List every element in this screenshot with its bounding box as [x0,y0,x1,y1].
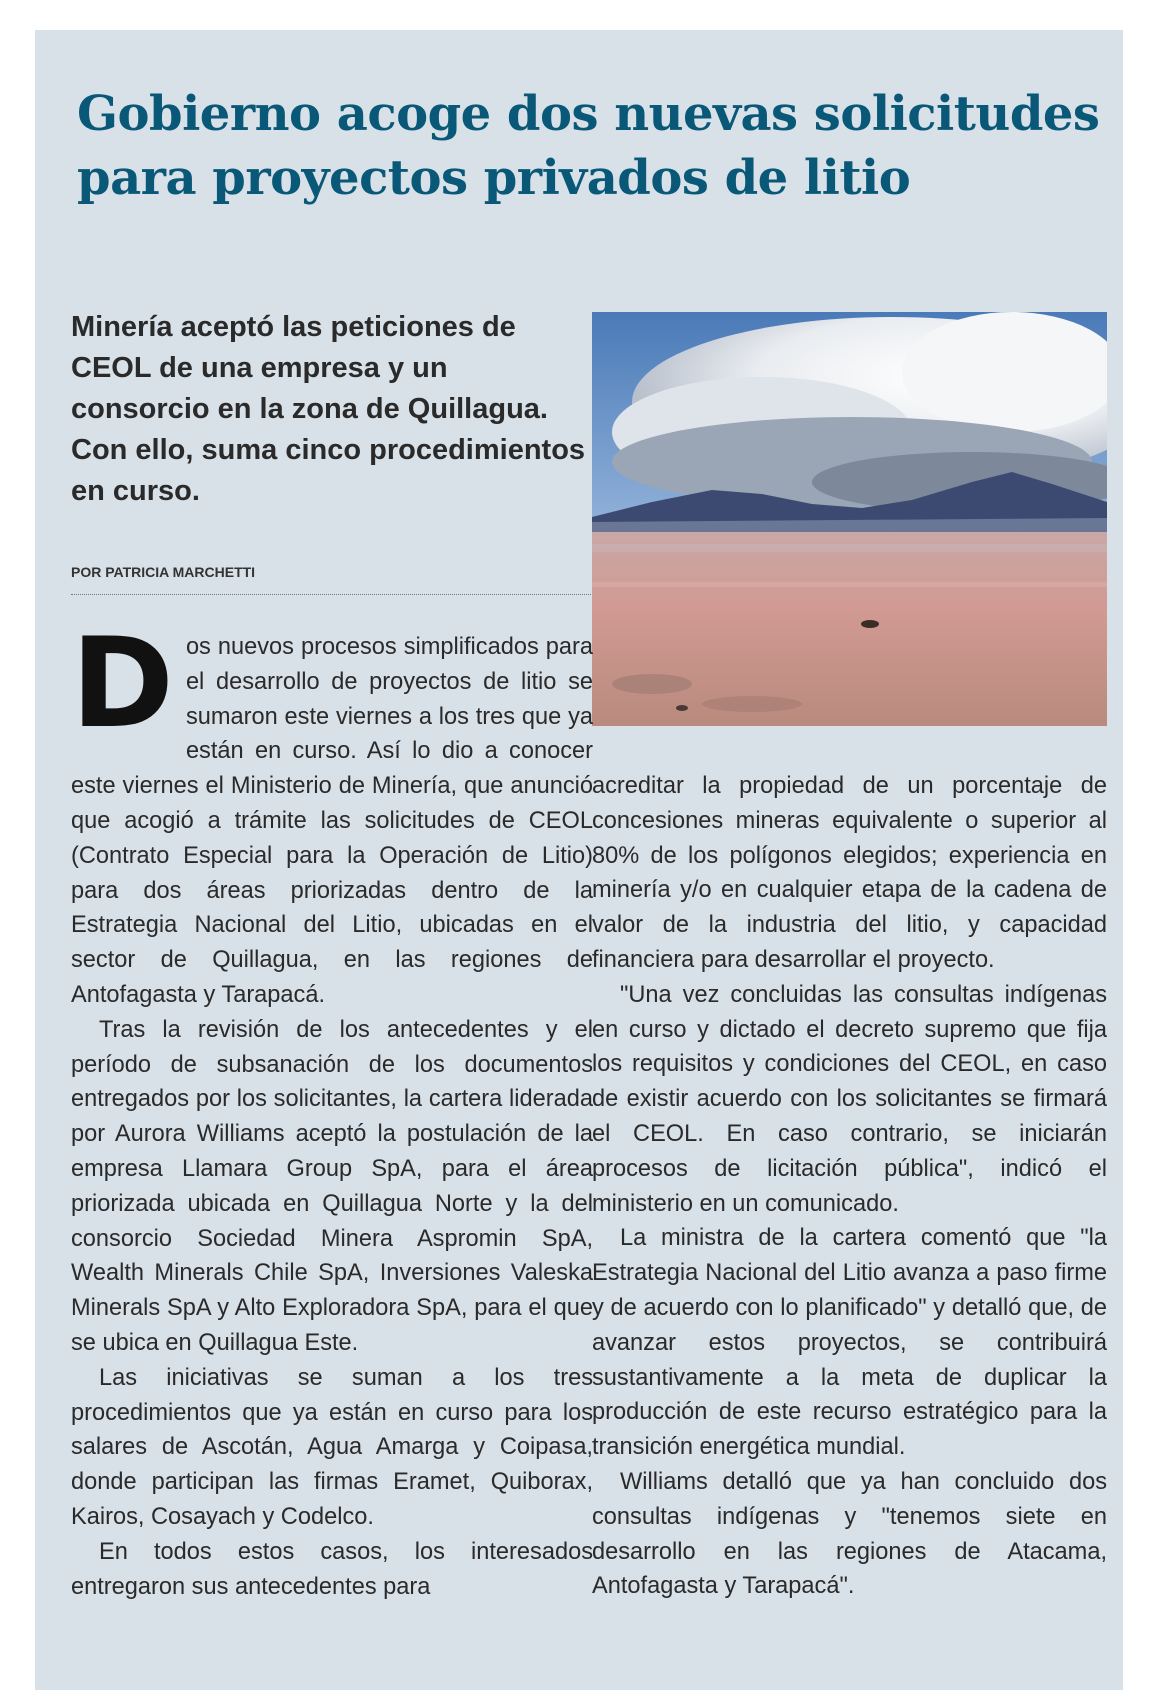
paragraph-4-continued: acreditar la propiedad de un porcentaje de concesiones mineras equivalente o superior al 80% de los polígonos elegidos; experiencia en minería y/o en cualquier etapa de la cadena de valor de la industria del litio, y capacidad financiera para desarrollar el proyecto. [592,773,1107,973]
paragraph-5: "Una vez concluidas las consultas indígenas en curso y dictado el decreto supremo que fija los requisitos y condiciones del CEOL, en caso de existir acuerdo con los solicitantes se firmará el CEOL. En caso contrario, se iniciarán procesos de licitación pública", indicó el ministerio en un comunicado. [592,981,1107,1217]
drop-cap: D [71,612,174,756]
paragraph-2: Tras la revisión de los antecedentes y el período de subsanación de los documentos entregados por los solicitantes, la cartera liderada por Aurora Williams aceptó la postulación de la empresa Llamara Group SpA, para el área priorizada ubicada en Quillagua Norte y la del consorcio Sociedad Minera Aspromin SpA, Wealth Minerals Chile SpA, Inversiones Valeska Minerals SpA y Alto Exploradora SpA, para el que se ubica en Quillagua Este. [71,1016,593,1356]
left-column [71,612,593,1604]
byline: POR PATRICIA MARCHETTI [71,564,591,595]
paragraph-1 [71,612,593,1013]
paragraph-4: En todos estos casos, los interesados entregaron sus antecedentes para [71,1538,593,1600]
paragraph-7: Williams detalló que ya han concluido dos consultas indígenas y "tenemos siete en desarrollo en las regiones de Atacama, Antofagasta y Tarapacá". [592,1468,1107,1600]
lede: Minería aceptó las peticiones de CEOL de una empresa y un consorcio en la zona de Quillagua. Con ello, suma cinco procedimientos en curso. [71,311,586,507]
salt-flat-photo [592,312,1107,726]
paragraph-6: La ministra de la cartera comentó que "la Estrategia Nacional del Litio avanza a paso firme y de acuerdo con lo planificado" y detalló que, de avanzar estos proyectos, se contribuirá sustantivamente a la meta de duplicar la producción de este recurso estratégico para la transición energética mundial. [592,1225,1107,1461]
paragraph-1-text: os nuevos procesos simplificados para el desarrollo de proyectos de litio se sumaron este viernes a los tres que ya están en curso. Así lo dio a conocer este viernes el Ministerio de Minería, que anunció que acogió a trámite las solicitudes de CEOL (Contrato Especial para la Operación de Litio) para dos áreas priorizadas dentro de la Estrategia Nacional del Litio, ubicadas en el sector de Quillagua, en las regiones de Antofagasta y Tarapacá. [71,634,593,1008]
right-column [592,769,1107,1604]
article-page [35,30,1123,1690]
paragraph-3: Las iniciativas se suman a los tres procedimientos que ya están en curso para los salares de Ascotán, Agua Amarga y Coipasa, donde participan las firmas Eramet, Quiborax, Kairos, Cosayach y Codelco. [71,1364,593,1530]
headline: Gobierno acoge dos nuevas solicitudes para proyectos privados de litio [77,86,1100,206]
